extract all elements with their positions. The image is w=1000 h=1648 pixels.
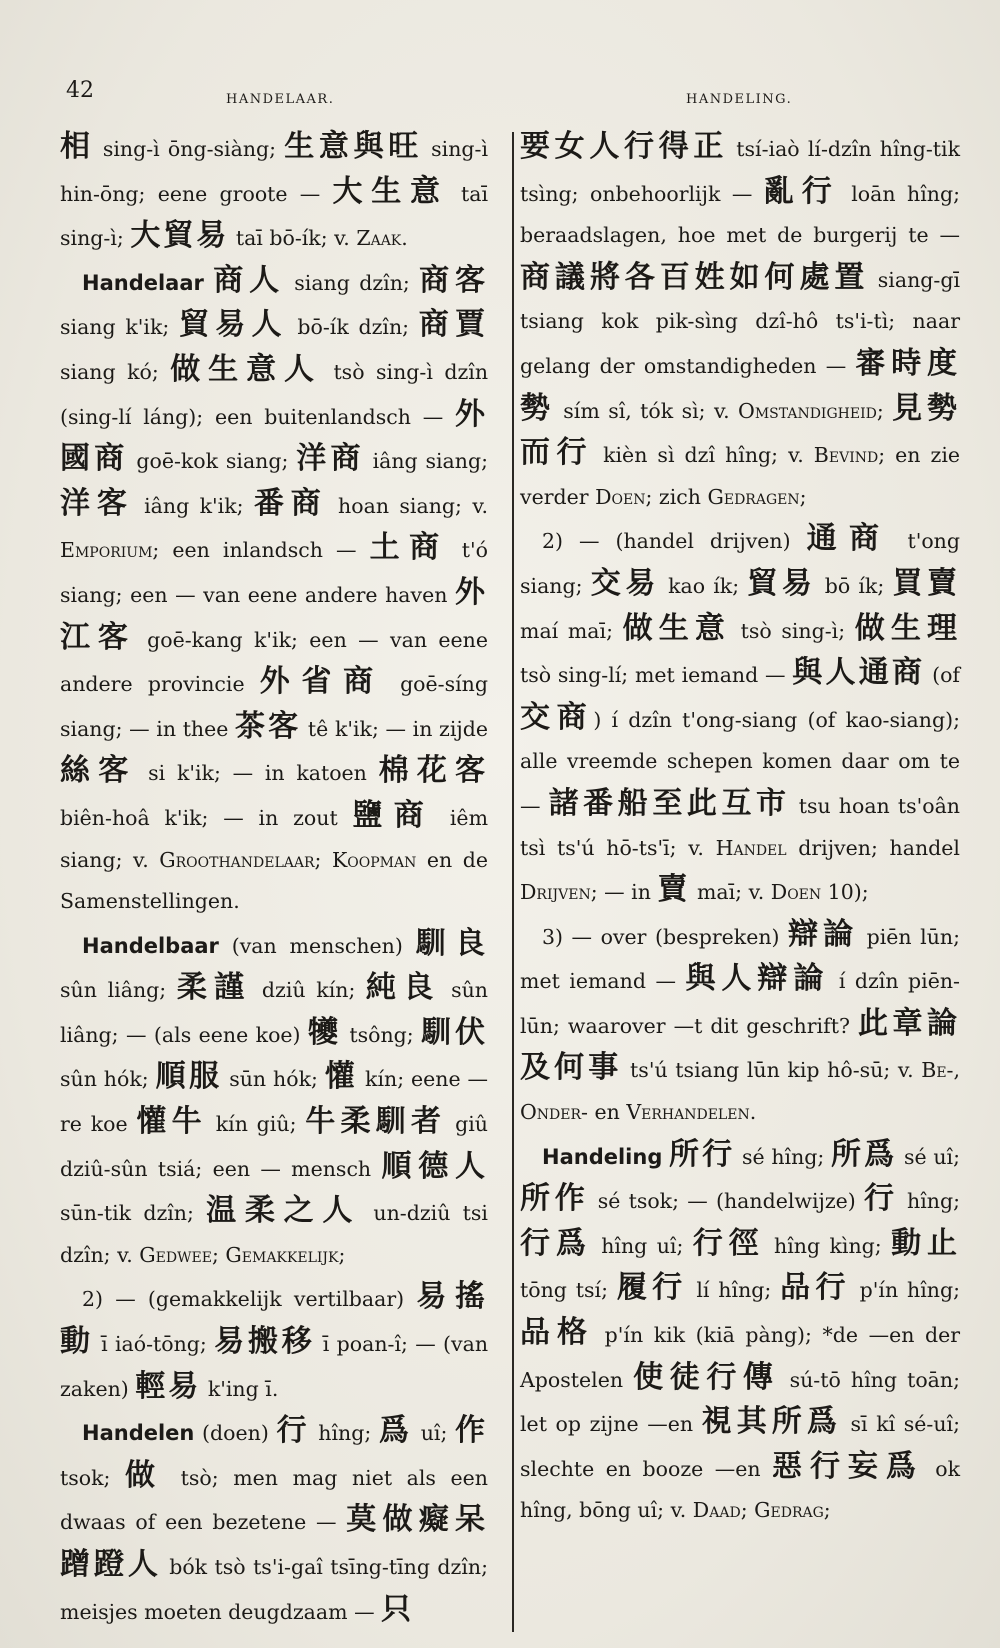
entry-handelen-continued: 要女人行得正 tsí-iaò lí-dzîn hîng-tik tsìng; onbehoorlijk — 亂行 loān hîng; beraadslagen, hoe met de burgerij te — 商議將各百姓如何處置 siang-gī tsiang kok pik-sìng dzî-hô ts'i-tì; naar gelang der omstandigheden — 審時度勢 sím sî, tók sì; v. Omstandigheid; 見勢而行 kièn sì dzî hîng; v. Bevind; en zie verder Doen; zich Gedragen; [520, 129, 961, 509]
entry-handelaar: Handelaar 商人 siang dzîn; 商客 siang k'ik; 貿易人 bō-ík dzîn; 商賈 siang kó; 做生意人 tsò sing-ì dzîn (sing-lí láng); een buitenlandsch — 外國商 goē-kok siang; 洋商 iâng siang; 洋客 iâng k'ik; 番商 hoan siang; v. Emporium; een inlandsch — 土商 t'ó siang; een — van eene andere haven 外江客 goē-kang k'ik; een — van eene andere provincie 外省商 goē-síng siang; — in thee 茶客 tê k'ik; — in zijde 絲客 si k'ik; — in katoen 棉花客 biên-hoâ k'ik; — in zout 鹽商 iêm siang; v. Groothandelaar; Koopman en de Samenstellingen. [60, 262, 489, 914]
entry-continuation: 相 sing-ì ōng-siàng; 生意與旺 sing-ì hin-ōng; eene groote — 大生意 taī sing-ì; 大貿易 taī bō-ík; v. Zaak. [60, 129, 489, 254]
page-number: 42 [66, 78, 94, 103]
running-head-right: HANDELING. [686, 92, 793, 107]
entry-handelbaar: Handelbaar (van menschen) 馴良 sûn liâng; 柔謹 dziû kín; 純良 sûn liâng; — (als eene koe) 犪 tsông; 馴伏 sûn hók; 順服 sūn hók; 懽 kín; eene —re koe 懽牛 kín giû; 牛柔馴者 giû dziû-sûn tsiá; een — mensch 順德人 sūn-tik dzîn; 温柔之人 un-dziû tsi dzîn; v. Gedwee; Gemakkelijk; [60, 925, 489, 1267]
entry-handeling: Handeling 所行 sé hîng; 所爲 sé uî; 所作 sé tsok; — (handelwijze) 行 hîng; 行爲 hîng uî; 行徑 hîng kìng; 動止 tōng tsí; 履行 lí hîng; 品行 p'ín hîng; 品格 p'ín kik (kiā pàng); *de —en der Apostelen 使徒行傳 sú-tō hîng toān; let op zijne —en 視其所爲 sī kî sé-uî; slechte en booze —en 惡行妄爲 ok hîng, bōng uî; v. Daad; Gedrag; [520, 1136, 961, 1523]
entry-handelen-3: 3) — over (bespreken) 辯論 piēn lūn; met iemand — 與人辯論 í dzîn piēn-lūn; waarover —t dit geschrift? 此章論及何事 ts'ú tsiang lūn kip hô-sū; v. Be-, Onder- en Verhandelen. [520, 916, 961, 1125]
entry-handelen: Handelen (doen) 行 hîng; 爲 uî; 作 tsok; 做 tsò; men mag niet als een dwaas of een bezetene — 莫做癡呆蹭蹬人 bók tsò ts'i-gaî tsīng-tīng dzîn; meisjes moeten deugdzaam — 只 [60, 1413, 489, 1627]
right-column [520, 126, 960, 1532]
left-column [60, 126, 488, 1633]
column-divider [512, 132, 514, 1632]
running-head-left: HANDELAAR. [226, 92, 335, 107]
entry-handelen-2: 2) — (handel drijven) 通商 t'ong siang; 交易 kao ík; 貿易 bō ík; 買賣 maí maī; 做生意 tsò sing-ì; 做生理 tsò sing-lí; met iemand — 與人通商 (of 交商) í dzîn t'ong-siang (of kao-siang); alle vreemde schepen komen daar om te — 諸番船至此互市 tsu hoan ts'oân tsì ts'ú hō-ts'ī; v. Handel drijven; handel Drijven; — in 賣 maī; v. Doen 10); [520, 521, 961, 908]
entry-handelbaar-2: 2) — (gemakkelijk vertilbaar) 易搖動 ī iaó-tōng; 易搬移 ī poan-î; — (van zaken) 輕易 k'ing ī. [60, 1279, 489, 1404]
